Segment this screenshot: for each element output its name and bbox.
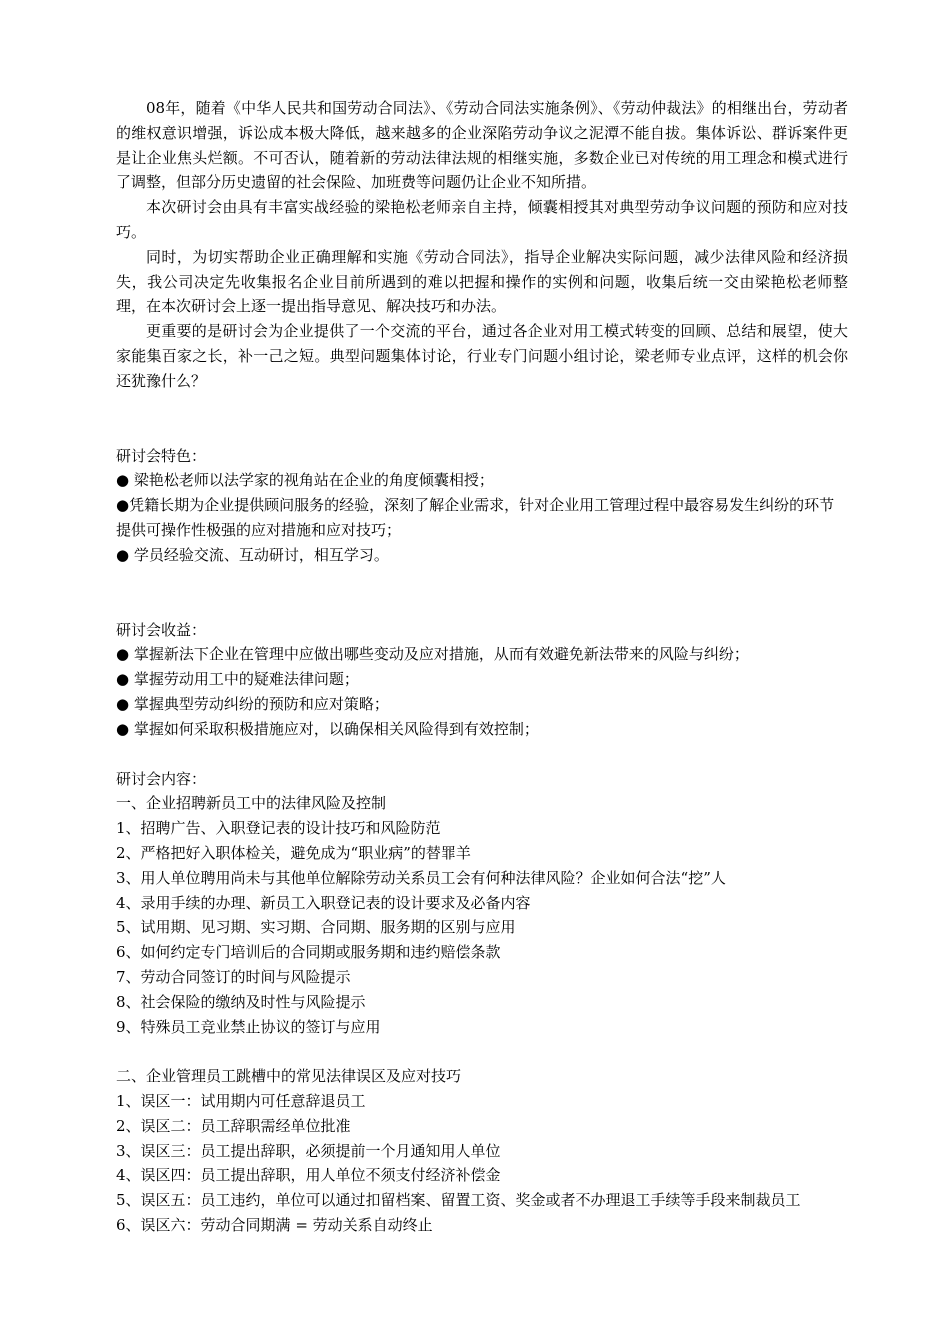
spacer (116, 1039, 848, 1064)
section-2-item: 3、误区三：员工提出辞职，必须提前一个月通知用人单位 (116, 1141, 501, 1160)
benefits-heading: 研讨会收益： (116, 620, 207, 639)
benefits-item: ● 掌握新法下企业在管理中应做出哪些变动及应对措施，从而有效避免新法带来的风险与纠纷； (116, 645, 749, 664)
intro-paragraph-1: 08年，随着《中华人民共和国劳动合同法》、《劳动合同法实施条例》、《劳动仲裁法》的相继出台，劳动者的维权意识增强，诉讼成本极大降低，越来越多的企业深陷劳动争议之泥潭不能自拔。集体诉讼、群诉案件更是让企业焦头烂额。不可否认，随着新的劳动法律法规的相继实施，多数企业已对传统的用工理念和模式进行了调整，但部分历史遗留的社会保险、加班费等问题仍让企业不知所措。 (116, 99, 848, 192)
section-2-item: 4、误区四：员工提出辞职，用人单位不须支付经济补偿金 (116, 1166, 501, 1185)
benefits-item: ● 掌握如何采取积极措施应对，以确保相关风险得到有效控制； (116, 719, 539, 738)
section-1-title: 一、企业招聘新员工中的法律风险及控制 (116, 794, 387, 813)
intro-paragraph-2: 本次研讨会由具有丰富实战经验的梁艳松老师亲自主持，倾囊相授其对典型劳动争议问题的预防和应对技巧。 (116, 198, 848, 241)
features-item: ● 梁艳松老师以法学家的视角站在企业的角度倾囊相授； (116, 471, 494, 490)
section-2-item: 6、误区六：劳动合同期满 = 劳动关系自动终止 (116, 1216, 433, 1235)
intro-paragraph-3: 同时，为切实帮助企业正确理解和实施《劳动合同法》，指导企业解决实际问题，减少法律风险和经济损失，我公司决定先收集报名企业目前所遇到的难以把握和操作的实例和问题，收集后统一交由梁艳松老师整理，在本次研讨会上逐一提出指导意见、解决技巧和办法。 (116, 247, 848, 316)
document-page (116, 96, 848, 1238)
section-1-item: 1、招聘广告、入职登记表的设计技巧和风险防范 (116, 819, 441, 838)
features-heading: 研讨会特色： (116, 446, 207, 465)
section-1-item: 5、试用期、见习期、实习期、合同期、服务期的区别与应用 (116, 918, 516, 937)
content-heading: 研讨会内容： (116, 769, 207, 788)
section-1-item: 4、录用手续的办理、新员工入职登记表的设计要求及必备内容 (116, 893, 531, 912)
section-1-item: 6、如何约定专门培训后的合同期或服务期和违约赔偿条款 (116, 943, 501, 962)
spacer (116, 742, 848, 767)
section-2-item: 2、误区二：员工辞职需经单位批准 (116, 1116, 351, 1135)
section-1-item: 9、特殊员工竞业禁止协议的签订与应用 (116, 1017, 381, 1036)
section-1-item: 7、劳动合同签订的时间与风险提示 (116, 967, 351, 986)
section-1-item: 8、社会保险的缴纳及时性与风险提示 (116, 992, 366, 1011)
section-2-title: 二、企业管理员工跳槽中的常见法律误区及应对技巧 (116, 1067, 462, 1086)
features-item: ● 学员经验交流、互动研讨，相互学习。 (116, 545, 389, 564)
section-2-item: 1、误区一：试用期内可任意辞退员工 (116, 1092, 366, 1111)
benefits-item: ● 掌握劳动用工中的疑难法律问题； (116, 670, 359, 689)
spacer (116, 394, 848, 444)
section-1-item: 3、用人单位聘用尚未与其他单位解除劳动关系员工会有何种法律风险？企业如何合法“挖”人 (116, 868, 726, 887)
benefits-item: ● 掌握典型劳动纠纷的预防和应对策略； (116, 694, 389, 713)
spacer (116, 568, 848, 618)
section-2-item: 5、误区五：员工违约，单位可以通过扣留档案、留置工资、奖金或者不办理退工手续等手段来制裁员工 (116, 1191, 801, 1210)
section-1-item: 2、严格把好入职体检关，避免成为“职业病”的替罪羊 (116, 843, 471, 862)
features-item: ●凭籍长期为企业提供顾问服务的经验，深刻了解企业需求，针对企业用工管理过程中最容易发生纠纷的环节提供可操作性极强的应对措施和应对技巧； (116, 496, 835, 539)
intro-paragraph-4: 更重要的是研讨会为企业提供了一个交流的平台，通过各企业对用工模式转变的回顾、总结和展望，使大家能集百家之长，补一己之短。典型问题集体讨论，行业专门问题小组讨论，梁老师专业点评，这样的机会你还犹豫什么？ (116, 322, 848, 390)
